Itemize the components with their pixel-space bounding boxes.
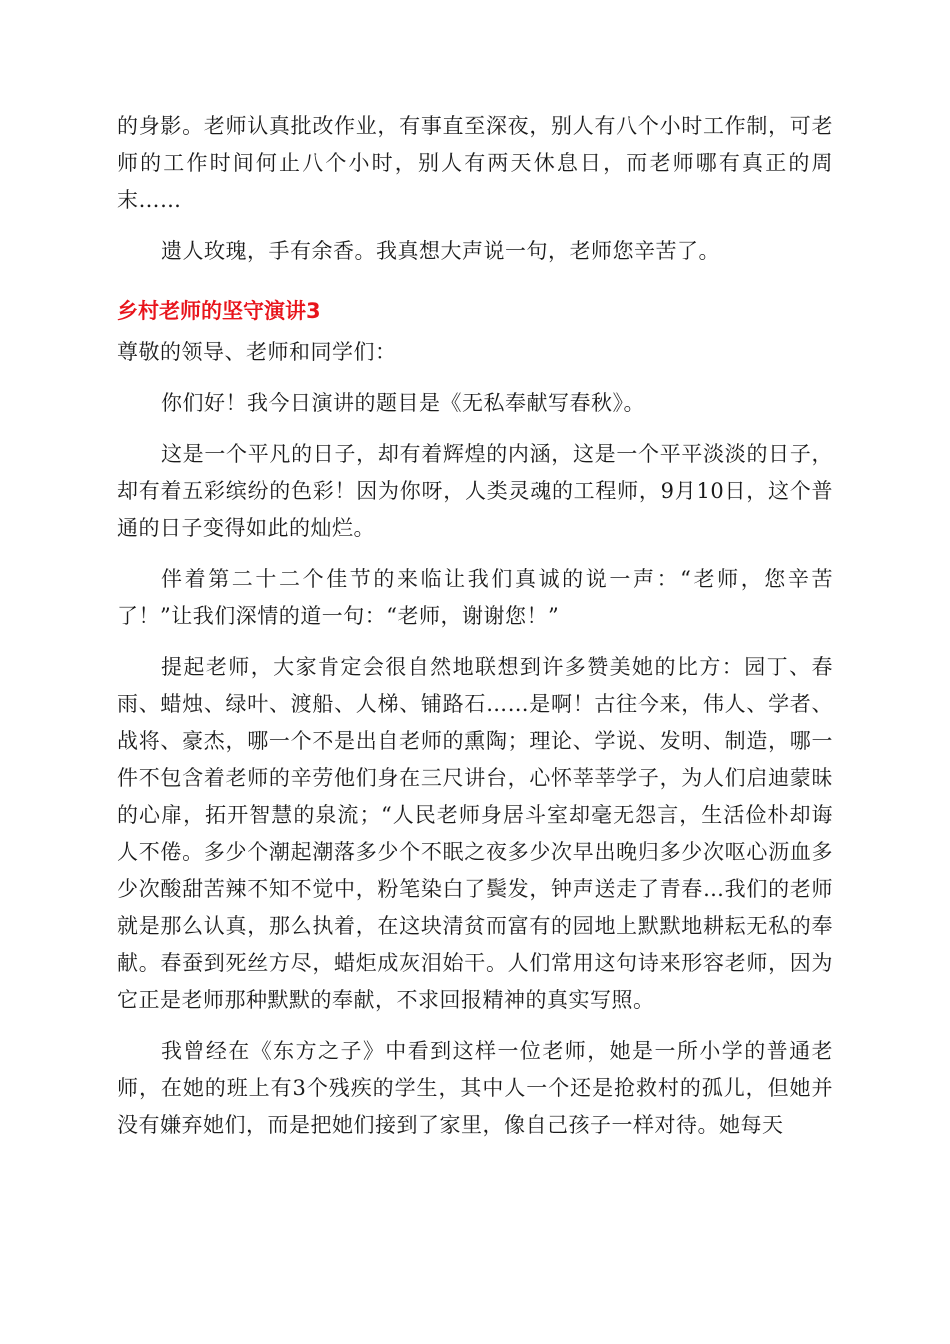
paragraph-teacher-praise: 提起老师，大家肯定会很自然地联想到许多赞美她的比方：园丁、春雨、蜡烛、绿叶、渡船、人梯、铺路石……是啊！古往今来，伟人、学者、战将、豪杰，哪一个不是出自老师的熏陶；理论、学说、发明、制造，哪一件不包含着老师的辛劳他们身在三尺讲台，心怀莘莘学子，为人们启迪蒙昧的心扉，拓开智慧的泉流；“人民老师身居斗室却毫无怨言，生活俭朴却诲人不倦。多少个潮起潮落多少个不眠之夜多少次早出晚归多少次呕心沥血多少次酸甜苦辣不知不觉中，粉笔染白了鬓发，钟声送走了青春…我们的老师就是那么认真，那么执着，在这块清贫而富有的园地上默默地耕耘无私的奉献。春蚕到死丝方尽，蜡炬成灰泪始干。人们常用这句诗来形容老师，因为它正是老师那种默默的奉献，不求回报精神的真实写照。	[117, 655, 833, 1012]
section-heading: 乡村老师的坚守演讲3	[117, 299, 321, 323]
paragraph-continuation: 的身影。老师认真批改作业，有事直至深夜，别人有八个小时工作制，可老师的工作时间何止八个小时，别人有两天休息日，而老师哪有真正的周末……	[117, 114, 833, 212]
paragraph-story: 我曾经在《东方之子》中看到这样一位老师，她是一所小学的普通老师，在她的班上有3个残疾的学生，其中人一个还是抢救村的孤儿，但她并没有嫌弃她们，而是把她们接到了家里，像自己孩子一样对待。她每天	[117, 1039, 833, 1137]
document-page	[117, 108, 833, 1144]
paragraph-opening: 你们好！我今日演讲的题目是《无私奉献写春秋》。	[161, 391, 645, 415]
paragraph-closing: 遗人玫瑰，手有余香。我真想大声说一句，老师您辛苦了。	[161, 239, 720, 263]
paragraph-ordinary-day: 这是一个平凡的日子，却有着辉煌的内涵，这是一个平平淡淡的日子，却有着五彩缤纷的色彩！因为你呀，人类灵魂的工程师，9月10日，这个普通的日子变得如此的灿烂。	[117, 442, 833, 540]
greeting-line: 尊敬的领导、老师和同学们：	[117, 340, 397, 364]
paragraph-festival: 伴着第二十二个佳节的来临让我们真诚的说一声：“老师，您辛苦了！”让我们深情的道一句：“老师，谢谢您！”	[117, 567, 833, 628]
